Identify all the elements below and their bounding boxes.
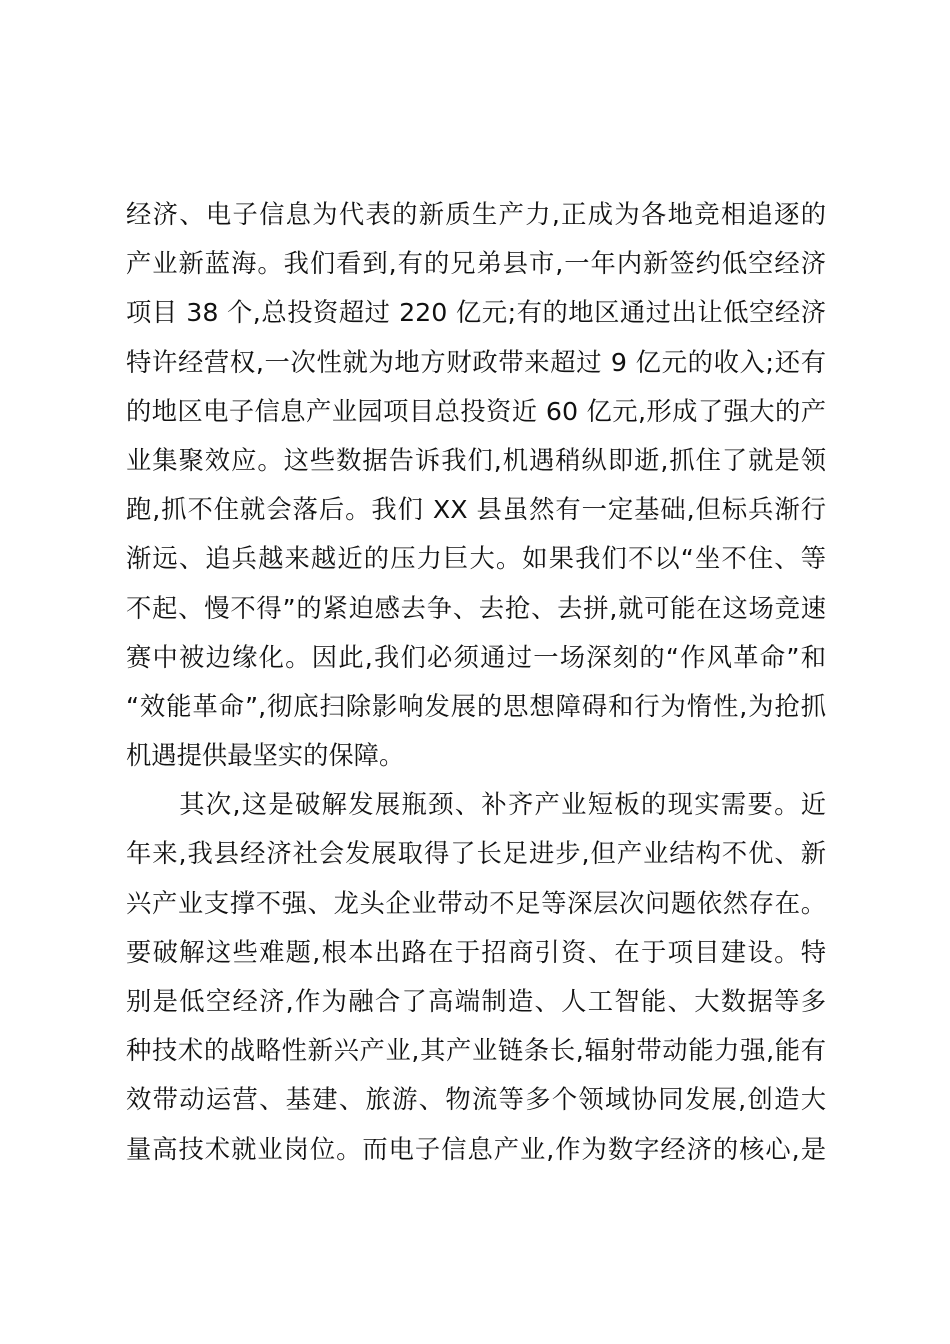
paragraph-line: 项目 38 个,总投资超过 220 亿元;有的地区通过出让低空经济 — [126, 298, 826, 328]
paragraph-line: 赛中被边缘化。因此,我们必须通过一场深刻的“作风革命”和 — [126, 642, 826, 672]
paragraph-line: 的地区电子信息产业园项目总投资近 60 亿元,形成了强大的产 — [126, 396, 826, 426]
paragraph-line: 渐远、追兵越来越近的压力巨大。如果我们不以“坐不住、等 — [126, 544, 826, 574]
paragraph-line: 别是低空经济,作为融合了高端制造、人工智能、大数据等多 — [126, 987, 826, 1016]
paragraph-line: 跑,抓不住就会落后。我们 XX 县虽然有一定基础,但标兵渐行 — [126, 495, 826, 525]
paragraph-line: 不起、慢不得”的紧迫感去争、去抢、去拼,就可能在这场竞速 — [126, 593, 826, 623]
paragraph-line: 其次,这是破解发展瓶颈、补齐产业短板的现实需要。近 — [126, 790, 826, 820]
paragraph-1 — [126, 190, 826, 780]
paragraph-line: 量高技术就业岗位。而电子信息产业,作为数字经济的核心,是 — [126, 1134, 826, 1164]
paragraph-line: 业集聚效应。这些数据告诉我们,机遇稍纵即逝,抓住了就是领 — [126, 445, 826, 475]
paragraph-line: 产业新蓝海。我们看到,有的兄弟县市,一年内新签约低空经济 — [126, 249, 826, 279]
paragraph-line: 种技术的战略性新兴产业,其产业链条长,辐射带动能力强,能有 — [126, 1036, 826, 1066]
paragraph-line: 兴产业支撑不强、龙头企业带动不足等深层次问题依然存在。 — [126, 888, 826, 918]
document-body — [126, 190, 826, 1174]
paragraph-2 — [126, 780, 826, 1174]
paragraph-line: 机遇提供最坚实的保障。 — [126, 741, 405, 771]
paragraph-line: 经济、电子信息为代表的新质生产力,正成为各地竞相追逐的 — [126, 200, 826, 229]
paragraph-line: 效带动运营、基建、旅游、物流等多个领域协同发展,创造大 — [126, 1085, 826, 1115]
paragraph-line: 特许经营权,一次性就为地方财政带来超过 9 亿元的收入;还有 — [126, 347, 826, 377]
paragraph-line: 要破解这些难题,根本出路在于招商引资、在于项目建设。特 — [126, 937, 826, 967]
paragraph-line: 年来,我县经济社会发展取得了长足进步,但产业结构不优、新 — [126, 839, 826, 869]
paragraph-line: “效能革命”,彻底扫除影响发展的思想障碍和行为惰性,为抢抓 — [126, 691, 826, 721]
